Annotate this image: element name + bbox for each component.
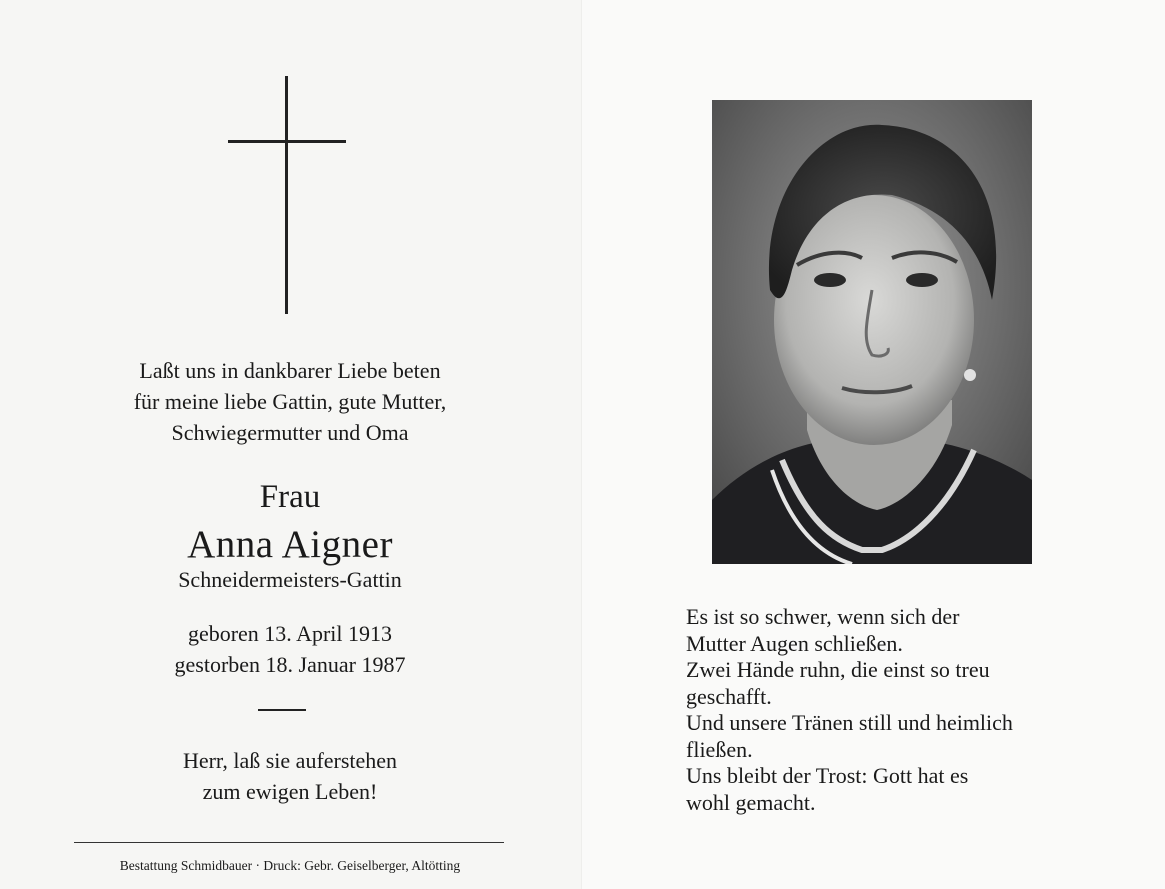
poem-line: Und unsere Tränen still und heimlich (686, 710, 1013, 735)
poem-line: Mutter Augen schließen. (686, 630, 903, 656)
closing-prayer (60, 745, 520, 807)
occupation: Schneidermeisters-Gattin (178, 567, 402, 592)
intro-line: Schwiegermutter und Oma (171, 420, 409, 445)
poem-line: Es ist so schwer, wenn sich der (686, 604, 960, 629)
poem-line: Uns bleibt der Trost: Gott hat es (686, 763, 969, 788)
divider (258, 709, 306, 711)
birth-date: geboren 13. April 1913 (187, 621, 393, 646)
left-page (0, 0, 582, 889)
intro-line: Laßt uns in dankbarer Liebe beten (139, 358, 441, 383)
deceased-name: Anna Aigner (187, 523, 393, 566)
death-date: gestorben 18. Januar 1987 (174, 652, 406, 677)
closing-line: Herr, laß sie auferstehen (182, 748, 398, 773)
cross-icon (228, 76, 346, 314)
salutation: Frau (259, 479, 321, 515)
life-dates (60, 618, 520, 680)
closing-line: zum ewigen Leben! (202, 779, 378, 804)
intro-text (60, 355, 520, 448)
poem-line: fließen. (686, 736, 753, 762)
printer-credit: Bestattung Schmidbauer · Druck: Gebr. Geiselberger, Altötting (119, 858, 461, 873)
footer-divider (74, 842, 504, 843)
portrait-photo (712, 100, 1032, 564)
intro-line: für meine liebe Gattin, gute Mutter, (133, 389, 447, 414)
poem-line: geschafft. (686, 683, 772, 709)
poem-line: wohl gemacht. (686, 789, 816, 815)
poem-line: Zwei Hände ruhn, die einst so treu (686, 657, 990, 682)
poem (686, 604, 1106, 816)
